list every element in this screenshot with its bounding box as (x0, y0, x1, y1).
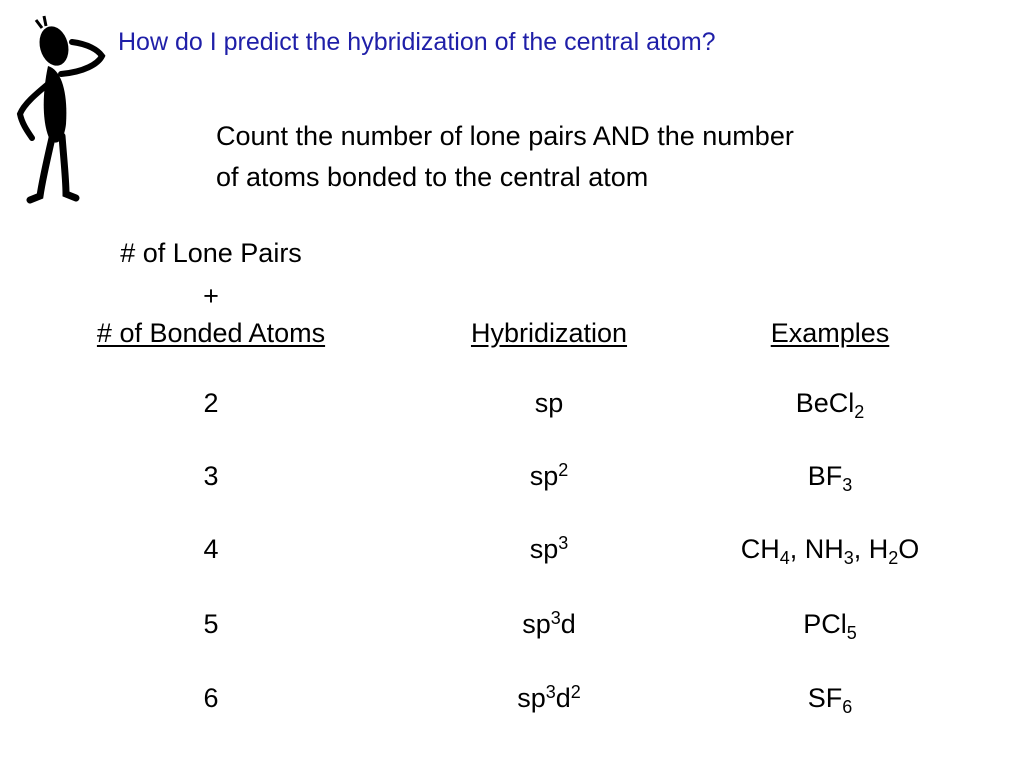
header-hybridization: Hybridization (470, 318, 628, 348)
cell-count: 4 (203, 534, 219, 564)
cell-examples: PCl$_5$ (803, 609, 857, 643)
cell-hybridization: $sp^3$ (529, 533, 569, 564)
thinking-stick-figure-icon (6, 14, 111, 204)
cell-examples: $BF_3$ (807, 461, 853, 495)
cell-count: 3 (203, 461, 219, 491)
slide-subtitle (216, 116, 976, 198)
cell-examples: BeCl$_2$ (795, 388, 865, 422)
cell-hybridization: sp (534, 388, 564, 418)
subtitle-line-2: of atoms bonded to the central atom (216, 162, 649, 192)
cell-examples: $SF_6$ (807, 683, 853, 717)
header-examples: Examples (770, 318, 890, 348)
cell-count: 2 (203, 388, 219, 418)
cell-hybridization: $sp^3d^2$ (517, 682, 581, 713)
cell-hybridization: $sp^3d$ (522, 608, 576, 639)
header-lone-pairs: # of Lone Pairs (120, 238, 302, 268)
cell-examples: $CH_4$, $NH_3$, $H_2O$ (740, 534, 920, 568)
cell-hybridization: $sp^2$ (529, 460, 569, 491)
cell-count: 6 (203, 683, 219, 713)
subtitle-line-1: Count the number of lone pairs AND the number (216, 121, 794, 151)
header-plus: + (203, 281, 219, 311)
slide-title: How do I predict the hybridization of the central atom? (118, 28, 716, 56)
header-bonded-atoms: # of Bonded Atoms (96, 318, 326, 348)
cell-count: 5 (203, 609, 219, 639)
